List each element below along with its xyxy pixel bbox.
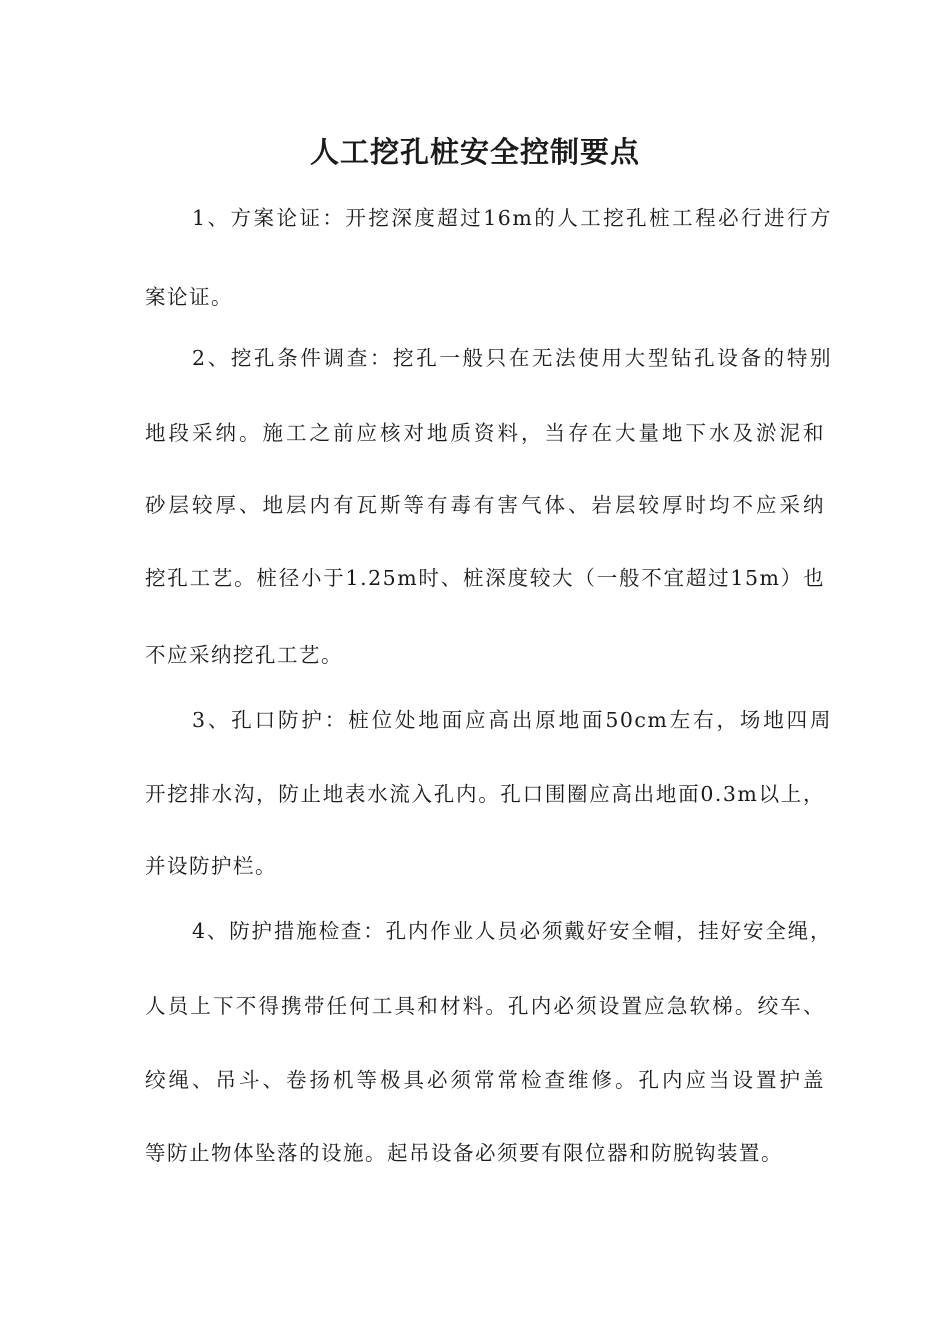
paragraph-4-line-3: 绞绳、吊斗、卷扬机等极具必须常常检查维修。孔内应当设置护盖 [145,1068,825,1092]
paragraph-2-line-3: 砂层较厚、地层内有瓦斯等有毒有害气体、岩层较厚时均不应采纳 [145,493,825,517]
paragraph-3-line-1: 3、孔口防护：桩位处地面应高出原地面50cm左右，场地四周 [192,708,832,732]
paragraph-1-line-2: 案论证。 [145,285,233,309]
paragraph-2-line-1: 2、挖孔条件调查：挖孔一般只在无法使用大型钻孔设备的特别 [192,346,832,370]
paragraph-2-line-4: 挖孔工艺。桩径小于1.25m时、桩深度较大（一般不宜超过15m）也 [145,566,825,590]
paragraph-2-line-2: 地段采纳。施工之前应核对地质资料，当存在大量地下水及淤泥和 [145,421,825,445]
paragraph-4-line-4: 等防止物体坠落的设施。起吊设备必须要有限位器和防脱钩装置。 [145,1141,783,1165]
paragraph-4-line-1: 4、防护措施检查：孔内作业人员必须戴好安全帽，挂好安全绳， [192,919,832,943]
paragraph-4-line-2: 人员上下不得携带任何工具和材料。孔内必须设置应急软梯。绞车、 [145,994,825,1018]
document-title: 人工挖孔桩安全控制要点 [309,135,640,169]
paragraph-1-line-1: 1、方案论证：开挖深度超过16m的人工挖孔桩工程必行进行方 [192,206,832,230]
paragraph-2-line-5: 不应采纳挖孔工艺。 [145,643,343,667]
paragraph-3-line-2: 开挖排水沟，防止地表水流入孔内。孔口围圈应高出地面0.3m以上， [145,782,825,806]
paragraph-3-line-3: 并设防护栏。 [145,854,277,878]
